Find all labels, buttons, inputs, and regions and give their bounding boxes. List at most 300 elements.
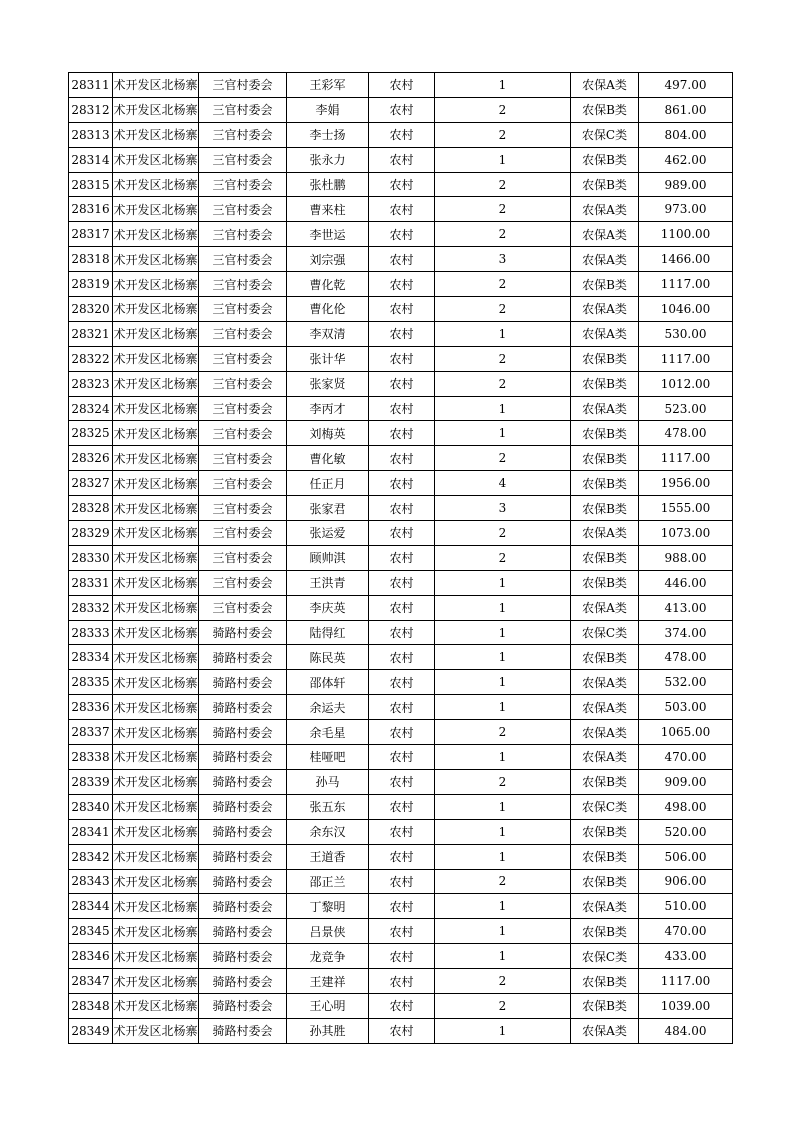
cell-household-type: 农村 — [369, 695, 435, 720]
cell-town: 术开发区北杨寨 — [113, 346, 199, 371]
cell-town: 术开发区北杨寨 — [113, 869, 199, 894]
cell-serial-number: 28330 — [69, 545, 113, 570]
table-row — [69, 471, 733, 496]
cell-village: 三官村委会 — [199, 272, 287, 297]
cell-town: 术开发区北杨寨 — [113, 521, 199, 546]
table-row — [69, 993, 733, 1018]
cell-serial-number: 28316 — [69, 197, 113, 222]
cell-amount: 1956.00 — [639, 471, 733, 496]
cell-town: 术开发区北杨寨 — [113, 297, 199, 322]
cell-amount: 1039.00 — [639, 993, 733, 1018]
cell-household-type: 农村 — [369, 122, 435, 147]
cell-household-type: 农村 — [369, 1018, 435, 1043]
cell-person-count: 2 — [435, 97, 571, 122]
cell-category: 农保B类 — [571, 471, 639, 496]
cell-category: 农保B类 — [571, 421, 639, 446]
cell-category: 农保A类 — [571, 297, 639, 322]
cell-serial-number: 28331 — [69, 570, 113, 595]
cell-person-count: 1 — [435, 944, 571, 969]
cell-category: 农保A类 — [571, 247, 639, 272]
cell-name: 张永力 — [287, 147, 369, 172]
cell-household-type: 农村 — [369, 769, 435, 794]
cell-village: 三官村委会 — [199, 545, 287, 570]
table-row — [69, 272, 733, 297]
cell-serial-number: 28337 — [69, 720, 113, 745]
cell-name: 龙竞争 — [287, 944, 369, 969]
cell-amount: 532.00 — [639, 670, 733, 695]
cell-person-count: 2 — [435, 869, 571, 894]
cell-person-count: 1 — [435, 421, 571, 446]
cell-person-count: 1 — [435, 570, 571, 595]
cell-amount: 478.00 — [639, 645, 733, 670]
cell-amount: 446.00 — [639, 570, 733, 595]
cell-village: 骑路村委会 — [199, 794, 287, 819]
cell-person-count: 2 — [435, 446, 571, 471]
table-row — [69, 446, 733, 471]
cell-town: 术开发区北杨寨 — [113, 371, 199, 396]
table-row — [69, 1018, 733, 1043]
table-row — [69, 794, 733, 819]
cell-village: 三官村委会 — [199, 496, 287, 521]
cell-household-type: 农村 — [369, 297, 435, 322]
cell-name: 王心明 — [287, 993, 369, 1018]
cell-village: 骑路村委会 — [199, 919, 287, 944]
cell-household-type: 农村 — [369, 620, 435, 645]
cell-category: 农保A类 — [571, 720, 639, 745]
cell-person-count: 1 — [435, 819, 571, 844]
cell-serial-number: 28348 — [69, 993, 113, 1018]
cell-name: 邵正兰 — [287, 869, 369, 894]
cell-household-type: 农村 — [369, 496, 435, 521]
table-row — [69, 769, 733, 794]
table-row — [69, 321, 733, 346]
cell-name: 张家君 — [287, 496, 369, 521]
cell-serial-number: 28314 — [69, 147, 113, 172]
cell-serial-number: 28315 — [69, 172, 113, 197]
cell-name: 孙马 — [287, 769, 369, 794]
cell-town: 术开发区北杨寨 — [113, 496, 199, 521]
cell-person-count: 2 — [435, 371, 571, 396]
cell-serial-number: 28349 — [69, 1018, 113, 1043]
cell-serial-number: 28322 — [69, 346, 113, 371]
data-table — [68, 72, 733, 1044]
cell-name: 王洪青 — [287, 570, 369, 595]
cell-category: 农保A类 — [571, 521, 639, 546]
cell-category: 农保B类 — [571, 819, 639, 844]
cell-amount: 1117.00 — [639, 272, 733, 297]
cell-village: 三官村委会 — [199, 595, 287, 620]
cell-amount: 413.00 — [639, 595, 733, 620]
table-row — [69, 944, 733, 969]
cell-town: 术开发区北杨寨 — [113, 670, 199, 695]
cell-village: 三官村委会 — [199, 521, 287, 546]
cell-amount: 503.00 — [639, 695, 733, 720]
cell-household-type: 农村 — [369, 446, 435, 471]
cell-village: 三官村委会 — [199, 122, 287, 147]
cell-name: 曹化乾 — [287, 272, 369, 297]
cell-person-count: 2 — [435, 297, 571, 322]
cell-household-type: 农村 — [369, 869, 435, 894]
cell-village: 三官村委会 — [199, 346, 287, 371]
cell-village: 三官村委会 — [199, 446, 287, 471]
cell-village: 骑路村委会 — [199, 819, 287, 844]
table-row — [69, 346, 733, 371]
cell-name: 曹化敏 — [287, 446, 369, 471]
cell-category: 农保B类 — [571, 446, 639, 471]
cell-category: 农保B类 — [571, 172, 639, 197]
cell-village: 三官村委会 — [199, 570, 287, 595]
cell-amount: 498.00 — [639, 794, 733, 819]
cell-name: 余毛星 — [287, 720, 369, 745]
cell-amount: 530.00 — [639, 321, 733, 346]
table-row — [69, 421, 733, 446]
cell-village: 三官村委会 — [199, 222, 287, 247]
table-row — [69, 919, 733, 944]
cell-town: 术开发区北杨寨 — [113, 97, 199, 122]
table-row — [69, 197, 733, 222]
cell-village: 骑路村委会 — [199, 620, 287, 645]
cell-household-type: 农村 — [369, 247, 435, 272]
table-row — [69, 645, 733, 670]
cell-person-count: 2 — [435, 769, 571, 794]
table-row — [69, 521, 733, 546]
cell-household-type: 农村 — [369, 645, 435, 670]
cell-category: 农保B类 — [571, 869, 639, 894]
cell-amount: 989.00 — [639, 172, 733, 197]
cell-household-type: 农村 — [369, 421, 435, 446]
cell-name: 李丙才 — [287, 396, 369, 421]
cell-serial-number: 28323 — [69, 371, 113, 396]
cell-category: 农保B类 — [571, 993, 639, 1018]
cell-town: 术开发区北杨寨 — [113, 446, 199, 471]
cell-household-type: 农村 — [369, 819, 435, 844]
cell-category: 农保B类 — [571, 371, 639, 396]
cell-town: 术开发区北杨寨 — [113, 844, 199, 869]
cell-amount: 1046.00 — [639, 297, 733, 322]
cell-amount: 462.00 — [639, 147, 733, 172]
table-row — [69, 222, 733, 247]
cell-amount: 484.00 — [639, 1018, 733, 1043]
cell-person-count: 2 — [435, 720, 571, 745]
cell-person-count: 1 — [435, 595, 571, 620]
cell-person-count: 2 — [435, 521, 571, 546]
cell-name: 李双清 — [287, 321, 369, 346]
cell-name: 张运爱 — [287, 521, 369, 546]
cell-person-count: 1 — [435, 73, 571, 98]
cell-category: 农保A类 — [571, 321, 639, 346]
table-row — [69, 844, 733, 869]
cell-amount: 506.00 — [639, 844, 733, 869]
table-row — [69, 396, 733, 421]
cell-serial-number: 28344 — [69, 894, 113, 919]
cell-category: 农保A类 — [571, 595, 639, 620]
cell-town: 术开发区北杨寨 — [113, 172, 199, 197]
cell-serial-number: 28317 — [69, 222, 113, 247]
table-row — [69, 545, 733, 570]
cell-town: 术开发区北杨寨 — [113, 321, 199, 346]
cell-person-count: 1 — [435, 919, 571, 944]
cell-household-type: 农村 — [369, 570, 435, 595]
cell-name: 孙其胜 — [287, 1018, 369, 1043]
cell-name: 余东汉 — [287, 819, 369, 844]
cell-amount: 1117.00 — [639, 969, 733, 994]
cell-category: 农保B类 — [571, 147, 639, 172]
cell-household-type: 农村 — [369, 371, 435, 396]
cell-person-count: 2 — [435, 222, 571, 247]
table-row — [69, 147, 733, 172]
cell-name: 邵体轩 — [287, 670, 369, 695]
cell-serial-number: 28320 — [69, 297, 113, 322]
cell-person-count: 4 — [435, 471, 571, 496]
cell-person-count: 1 — [435, 147, 571, 172]
cell-town: 术开发区北杨寨 — [113, 1018, 199, 1043]
cell-name: 王建祥 — [287, 969, 369, 994]
table-row — [69, 73, 733, 98]
cell-household-type: 农村 — [369, 521, 435, 546]
cell-serial-number: 28311 — [69, 73, 113, 98]
cell-serial-number: 28347 — [69, 969, 113, 994]
cell-household-type: 农村 — [369, 720, 435, 745]
cell-serial-number: 28339 — [69, 769, 113, 794]
cell-serial-number: 28341 — [69, 819, 113, 844]
cell-person-count: 2 — [435, 172, 571, 197]
cell-amount: 804.00 — [639, 122, 733, 147]
cell-category: 农保B类 — [571, 645, 639, 670]
cell-name: 王彩军 — [287, 73, 369, 98]
cell-village: 骑路村委会 — [199, 894, 287, 919]
cell-person-count: 1 — [435, 396, 571, 421]
cell-household-type: 农村 — [369, 321, 435, 346]
cell-household-type: 农村 — [369, 844, 435, 869]
cell-household-type: 农村 — [369, 919, 435, 944]
cell-town: 术开发区北杨寨 — [113, 197, 199, 222]
cell-household-type: 农村 — [369, 471, 435, 496]
cell-town: 术开发区北杨寨 — [113, 695, 199, 720]
cell-village: 骑路村委会 — [199, 670, 287, 695]
table-row — [69, 97, 733, 122]
table-row — [69, 869, 733, 894]
table-row — [69, 894, 733, 919]
cell-name: 刘宗强 — [287, 247, 369, 272]
cell-town: 术开发区北杨寨 — [113, 396, 199, 421]
cell-household-type: 农村 — [369, 944, 435, 969]
cell-village: 三官村委会 — [199, 297, 287, 322]
cell-town: 术开发区北杨寨 — [113, 894, 199, 919]
cell-category: 农保B类 — [571, 769, 639, 794]
cell-name: 余运夫 — [287, 695, 369, 720]
cell-category: 农保B类 — [571, 545, 639, 570]
cell-category: 农保B类 — [571, 969, 639, 994]
cell-name: 吕景侠 — [287, 919, 369, 944]
cell-person-count: 1 — [435, 321, 571, 346]
cell-serial-number: 28340 — [69, 794, 113, 819]
cell-serial-number: 28319 — [69, 272, 113, 297]
cell-household-type: 农村 — [369, 745, 435, 770]
cell-amount: 906.00 — [639, 869, 733, 894]
cell-serial-number: 28313 — [69, 122, 113, 147]
cell-category: 农保A类 — [571, 396, 639, 421]
cell-serial-number: 28312 — [69, 97, 113, 122]
cell-person-count: 1 — [435, 695, 571, 720]
table-row — [69, 720, 733, 745]
cell-household-type: 农村 — [369, 545, 435, 570]
cell-town: 术开发区北杨寨 — [113, 545, 199, 570]
cell-name: 桂哑吧 — [287, 745, 369, 770]
cell-village: 三官村委会 — [199, 172, 287, 197]
cell-amount: 1117.00 — [639, 346, 733, 371]
table-row — [69, 819, 733, 844]
cell-town: 术开发区北杨寨 — [113, 222, 199, 247]
cell-town: 术开发区北杨寨 — [113, 919, 199, 944]
cell-category: 农保C类 — [571, 122, 639, 147]
cell-serial-number: 28345 — [69, 919, 113, 944]
cell-amount: 1555.00 — [639, 496, 733, 521]
cell-person-count: 1 — [435, 1018, 571, 1043]
cell-household-type: 农村 — [369, 894, 435, 919]
cell-household-type: 农村 — [369, 147, 435, 172]
cell-town: 术开发区北杨寨 — [113, 993, 199, 1018]
cell-village: 骑路村委会 — [199, 944, 287, 969]
cell-category: 农保B类 — [571, 844, 639, 869]
cell-household-type: 农村 — [369, 346, 435, 371]
cell-amount: 520.00 — [639, 819, 733, 844]
cell-amount: 861.00 — [639, 97, 733, 122]
cell-serial-number: 28324 — [69, 396, 113, 421]
cell-household-type: 农村 — [369, 993, 435, 1018]
cell-person-count: 2 — [435, 272, 571, 297]
cell-village: 三官村委会 — [199, 371, 287, 396]
cell-category: 农保A类 — [571, 197, 639, 222]
cell-name: 曹来柱 — [287, 197, 369, 222]
cell-town: 术开发区北杨寨 — [113, 595, 199, 620]
table-row — [69, 695, 733, 720]
cell-amount: 510.00 — [639, 894, 733, 919]
cell-name: 王道香 — [287, 844, 369, 869]
table-row — [69, 122, 733, 147]
table-row — [69, 670, 733, 695]
cell-person-count: 1 — [435, 894, 571, 919]
cell-amount: 1012.00 — [639, 371, 733, 396]
cell-person-count: 3 — [435, 496, 571, 521]
cell-amount: 470.00 — [639, 745, 733, 770]
cell-person-count: 2 — [435, 197, 571, 222]
cell-category: 农保A类 — [571, 894, 639, 919]
cell-serial-number: 28336 — [69, 695, 113, 720]
cell-serial-number: 28342 — [69, 844, 113, 869]
cell-town: 术开发区北杨寨 — [113, 73, 199, 98]
table-row — [69, 745, 733, 770]
cell-name: 张五东 — [287, 794, 369, 819]
table-body — [69, 73, 733, 1044]
cell-serial-number: 28328 — [69, 496, 113, 521]
cell-category: 农保A类 — [571, 1018, 639, 1043]
cell-household-type: 农村 — [369, 272, 435, 297]
cell-serial-number: 28332 — [69, 595, 113, 620]
cell-town: 术开发区北杨寨 — [113, 570, 199, 595]
cell-household-type: 农村 — [369, 172, 435, 197]
cell-serial-number: 28343 — [69, 869, 113, 894]
cell-category: 农保A类 — [571, 695, 639, 720]
cell-village: 骑路村委会 — [199, 844, 287, 869]
cell-town: 术开发区北杨寨 — [113, 272, 199, 297]
cell-person-count: 1 — [435, 645, 571, 670]
cell-village: 三官村委会 — [199, 97, 287, 122]
cell-town: 术开发区北杨寨 — [113, 720, 199, 745]
cell-category: 农保A类 — [571, 73, 639, 98]
cell-category: 农保B类 — [571, 570, 639, 595]
cell-town: 术开发区北杨寨 — [113, 794, 199, 819]
table-row — [69, 247, 733, 272]
cell-serial-number: 28346 — [69, 944, 113, 969]
cell-village: 骑路村委会 — [199, 993, 287, 1018]
table-row — [69, 595, 733, 620]
cell-town: 术开发区北杨寨 — [113, 620, 199, 645]
cell-amount: 1065.00 — [639, 720, 733, 745]
cell-amount: 1100.00 — [639, 222, 733, 247]
cell-name: 丁黎明 — [287, 894, 369, 919]
cell-amount: 470.00 — [639, 919, 733, 944]
cell-name: 任正月 — [287, 471, 369, 496]
cell-person-count: 1 — [435, 670, 571, 695]
cell-village: 三官村委会 — [199, 321, 287, 346]
cell-serial-number: 28327 — [69, 471, 113, 496]
cell-village: 骑路村委会 — [199, 1018, 287, 1043]
cell-village: 三官村委会 — [199, 73, 287, 98]
cell-category: 农保B类 — [571, 97, 639, 122]
cell-serial-number: 28333 — [69, 620, 113, 645]
cell-town: 术开发区北杨寨 — [113, 745, 199, 770]
cell-town: 术开发区北杨寨 — [113, 819, 199, 844]
cell-category: 农保B类 — [571, 272, 639, 297]
cell-town: 术开发区北杨寨 — [113, 969, 199, 994]
cell-name: 曹化伦 — [287, 297, 369, 322]
cell-person-count: 2 — [435, 969, 571, 994]
cell-village: 骑路村委会 — [199, 769, 287, 794]
cell-town: 术开发区北杨寨 — [113, 769, 199, 794]
cell-village: 骑路村委会 — [199, 745, 287, 770]
cell-amount: 497.00 — [639, 73, 733, 98]
cell-amount: 374.00 — [639, 620, 733, 645]
cell-household-type: 农村 — [369, 73, 435, 98]
table-row — [69, 297, 733, 322]
cell-town: 术开发区北杨寨 — [113, 645, 199, 670]
cell-person-count: 1 — [435, 844, 571, 869]
cell-town: 术开发区北杨寨 — [113, 944, 199, 969]
cell-village: 三官村委会 — [199, 471, 287, 496]
cell-town: 术开发区北杨寨 — [113, 147, 199, 172]
cell-category: 农保C类 — [571, 944, 639, 969]
table-row — [69, 620, 733, 645]
cell-serial-number: 28338 — [69, 745, 113, 770]
table-row — [69, 969, 733, 994]
cell-name: 张杜鹏 — [287, 172, 369, 197]
cell-village: 三官村委会 — [199, 147, 287, 172]
cell-village: 骑路村委会 — [199, 969, 287, 994]
cell-household-type: 农村 — [369, 97, 435, 122]
cell-household-type: 农村 — [369, 670, 435, 695]
cell-name: 李世运 — [287, 222, 369, 247]
cell-name: 陆得红 — [287, 620, 369, 645]
cell-person-count: 2 — [435, 545, 571, 570]
cell-household-type: 农村 — [369, 794, 435, 819]
cell-category: 农保B类 — [571, 346, 639, 371]
cell-household-type: 农村 — [369, 222, 435, 247]
cell-town: 术开发区北杨寨 — [113, 247, 199, 272]
cell-name: 顾帅淇 — [287, 545, 369, 570]
cell-category: 农保B类 — [571, 919, 639, 944]
cell-person-count: 3 — [435, 247, 571, 272]
cell-serial-number: 28334 — [69, 645, 113, 670]
